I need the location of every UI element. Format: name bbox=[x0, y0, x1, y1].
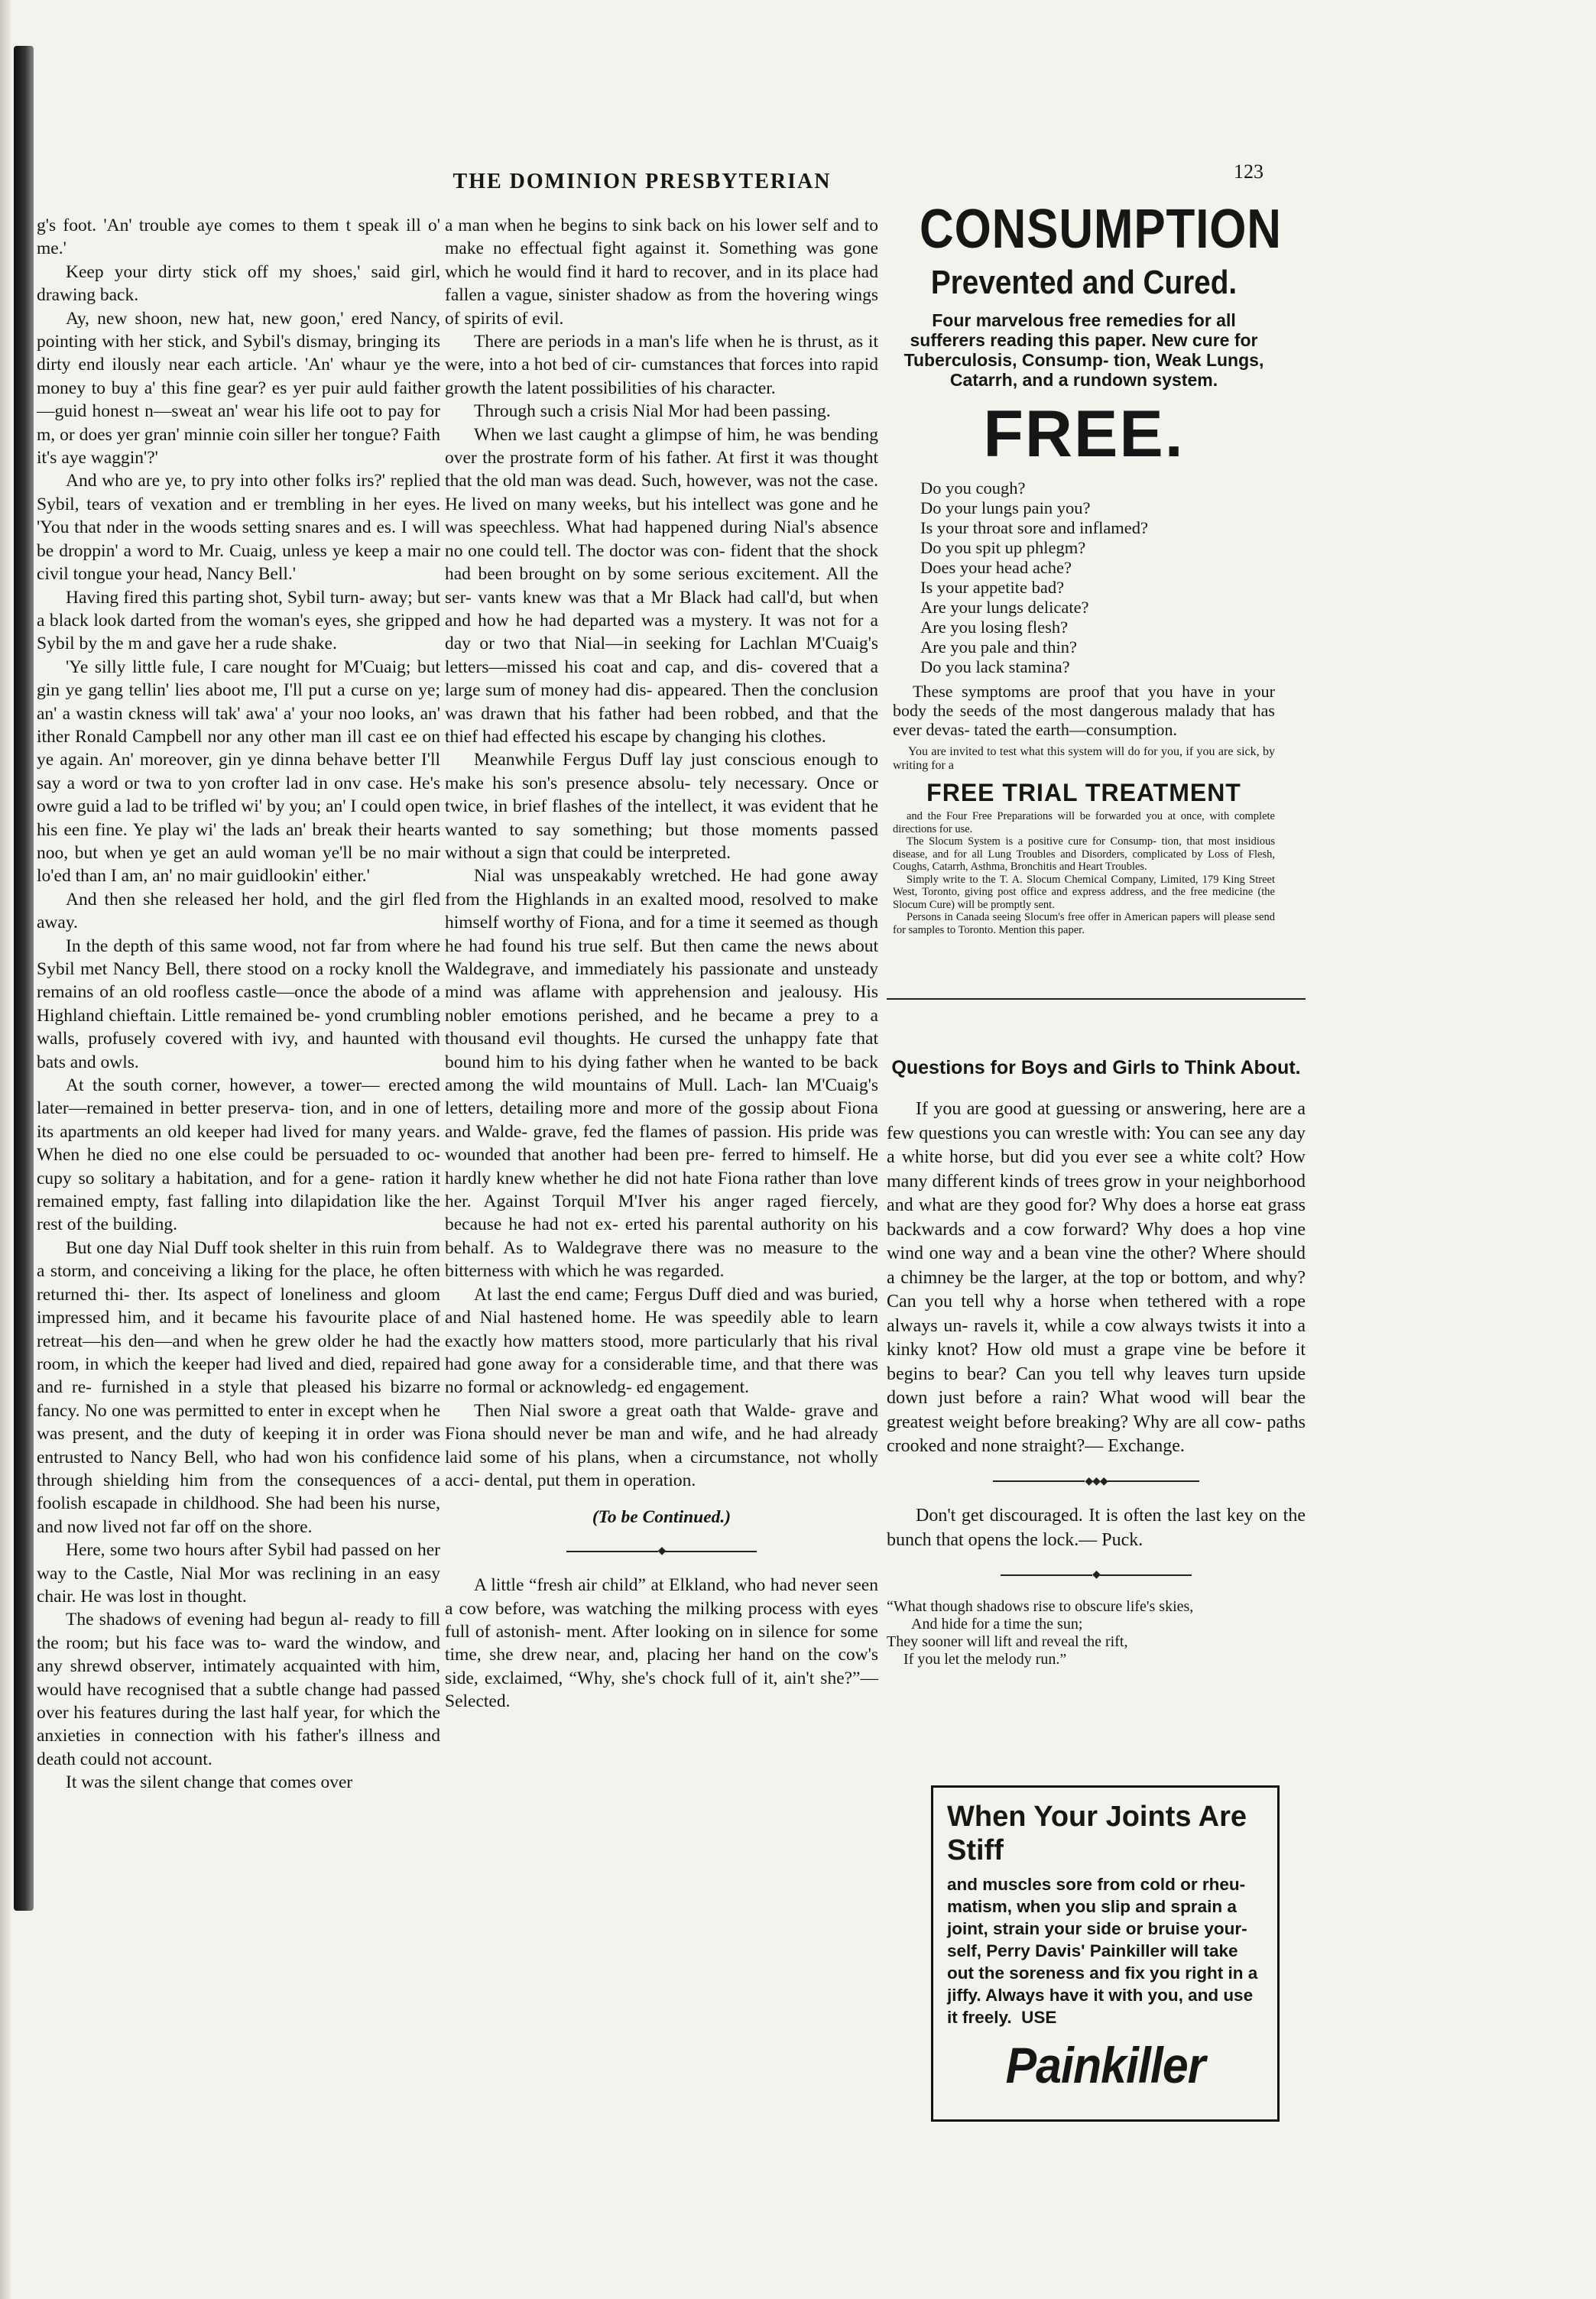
painkiller-use-label: USE bbox=[1021, 2008, 1057, 2027]
ad-question: Are you pale and thin? bbox=[920, 637, 1077, 657]
story-column-middle bbox=[445, 214, 878, 1714]
article-body: If you are good at guessing or answering, here are a few questions you can wrestle with: You can see any day a white horse, but did you ever see a white colt? How many different kinds of trees grow in your neighborhood and what are they good for? Why does a horse eat grass backwards and a cow forward? Why does a hop vine wind one way and a bean vine the other? Where should a chimney be the larger, at the top or bottom, and why? Can you tell why a horse when tethered with a rope always un- ravels it, while a cow always twists it into a kinky knot? How old must a grape vine be before it begins to bear? Can you tell why leaves turn upside down just before a rain? What wood will bear the greatest weight before breaking? Why are all cow- paths crooked and none straight?— Exchange. bbox=[887, 1099, 1306, 1456]
painkiller-body bbox=[947, 1873, 1264, 2028]
story-paragraph: At the south corner, however, a tower— erected later—remained in better preserva- tion, and in one of its apartments an old keeper had lived for many years. When he died no one else could be persuaded to oc- cupy so solitary a habitation, and for a gene- ration it remained empty, fast falling into dilapidation like the rest of the building. bbox=[37, 1075, 440, 1235]
ad-question: Do you cough? bbox=[920, 478, 1026, 498]
poem-line: If you let the melody run.” bbox=[903, 1650, 1067, 1668]
story-paragraph: There are periods in a man's life when he is thrust, as it were, into a hot bed of cir- cumstances that forces into rapid growth the latent possibilities of his character. bbox=[445, 332, 878, 398]
ornament-divider: ◆◆◆ bbox=[887, 1470, 1306, 1494]
painkiller-brand-logo: Painkiller bbox=[1005, 2037, 1205, 2093]
story-paragraph: But one day Nial Duff took shelter in this ruin from a storm, and conceiving a liking for the place, he often returned thi- ther. Its aspect of loneliness and gloom impressed him, and it became his favourite place of retreat—his den—and when he grew older he had the room, in which the keeper had lived and died, repaired and re- furnished in a style that pleased his bizarre fancy. No one was permitted to enter in except when he was present, and the duty of keeping it in order was entrusted to Nancy Bell, who had won his confidence through shielding him from the consequences of a foolish escapade in childhood. She had been his nurse, and now lived not far off on the shore. bbox=[37, 1237, 440, 1537]
poem-line: They sooner will lift and reveal the rift, bbox=[887, 1633, 1128, 1650]
story-paragraph: Here, some two hours after Sybil had passed on her way to the Castle, Nial Mor was reclining in an easy chair. He was lost in thought. bbox=[37, 1540, 440, 1607]
ad-trial-heading: FREE TRIAL TREATMENT bbox=[926, 779, 1241, 806]
poem-line: And hide for a time the sun; bbox=[911, 1615, 1083, 1633]
story-paragraph: In the depth of this same wood, not far from where Sybil met Nancy Bell, there stood on a rocky knoll the remains of an old roofless castle—once the abode of a Highland chieftain. Little remained be- yond crumbling walls, profusely covered with ivy, and haunted with bats and owls. bbox=[37, 935, 440, 1072]
poem-line: “What though shadows rise to obscure life's skies, bbox=[887, 1597, 1194, 1615]
ad-question: Are your lungs delicate? bbox=[920, 598, 1089, 617]
story-paragraph: Then Nial swore a great oath that Walde- grave and Fiona should never be man and wife, and he had already laid some of his plans, when a circumstance, not wholly acci- dental, put them in operation. bbox=[445, 1400, 878, 1490]
to-be-continued: (To be Continued.) bbox=[592, 1507, 732, 1528]
story-paragraph: a man when he begins to sink back on his lower self and to make no effectual fight against it. Something was gone which he would find it hard to recover, and in its place had fallen a vague, sinister shadow as from the hovering wings of spirits of evil. bbox=[445, 216, 878, 329]
ad-question: Do you spit up phlegm? bbox=[920, 538, 1086, 557]
ornament-divider: ◆ bbox=[445, 1540, 878, 1563]
ad-offer: Four marvelous free remedies for all sufferers reading this paper. New cure for Tuberculosis, Consump- tion, Weak Lungs, Catarrh, and a rundown system. bbox=[903, 310, 1264, 390]
story-paragraph: Meanwhile Fergus Duff lay just conscious enough to make his son's presence absolu- tely necessary. Once or twice, in brief flashes of the intellect, it was evident that he wanted to say something; but those moments passed without a sign that could be interpreted. bbox=[445, 750, 878, 863]
right-column-articles bbox=[887, 1055, 1306, 1668]
page-edge-shadow bbox=[0, 0, 11, 2299]
consumption-advertisement bbox=[893, 197, 1282, 936]
story-paragraph: The shadows of evening had begun al- ready to fill the room; but his face was to- ward the window, and any shrewd observer, intimately acquainted with him, would have recognised that a subtle change had passed over his features during the last half year, for which the anxieties in connection with his father's illness and death could not account. bbox=[37, 1610, 440, 1769]
story-paragraph: 'Ye silly little fule, I care nought for M'Cuaig; but gin ye gang tellin' lies aboot me, I'll put a curse on ye; an' a wastin ckness will tak' awa' a' your noo looks, an' ither Ronald Campbell nor any other man ill cast ee on ye again. An' moreover, gin ye dinna behave better I'll say a word or twa to yon crofter lad in onv case. He's owre guid a lad to be trifled wi' by you; an' I could open his een fine. Ye play wi' the lads an' break their hearts noo, but when ye get an auld woman ye'll be no mair lo'ed than I am, an' no mair guidlookin' either.' bbox=[37, 657, 440, 887]
story-paragraph: Having fired this parting shot, Sybil turn- away; but a black look darted from the woman's eyes, she gripped Sybil by the m and gave her a rude shake. bbox=[37, 587, 440, 654]
story-paragraph: Nial was unspeakably wretched. He had gone away from the Highlands in an exalted mood, resolved to make himself worthy of Fiona, and for a time it seemed as though he had found his true self. But then came the news about Waldegrave, and immediately his passionate and unsteady mind was aflame with apprehension and jealousy. His nobler emotions perished, and he became a prey to a thousand evil thoughts. He cursed the unhappy fate that bound him to his dying father when he wanted to be back among the wild mountains of Mull. Lach- lan M'Cuaig's letters, detailing more and more of the gossip about Fiona and Walde- grave, fed the flames of passion. His pride was wounded that another had been pre- ferred to himself. He hardly knew whether he did not hate Fiona rather than love her. Against Torquil M'Iver his anger raged fiercely, because he had not ex- erted his parental authority on his behalf. As to Waldegrave there was no measure to the bitterness with which he was regarded. bbox=[445, 866, 878, 1282]
ad-question: Do your lungs pain you? bbox=[920, 498, 1091, 517]
ad-question: Is your throat sore and inflamed? bbox=[920, 518, 1149, 537]
story-paragraph: And who are ye, to pry into other folks irs?' replied Sybil, tears of vexation and er trembling in her eyes. 'You that nder in the woods setting snares and es. I will be droppin' a word to Mr. Cuaig, unless ye keep a mair civil tongue your head, Nancy Bell.' bbox=[37, 471, 440, 585]
binding-edge bbox=[14, 46, 34, 1911]
ad-fine-print: The Slocum System is a positive cure for Consump- tion, that most insidious disease, and for all Lung Troubles and Disorders, complicated by Loss of Flesh, Coughs, Catarrh, Asthma, Bronchitis and Heart Troubles. bbox=[893, 835, 1275, 873]
ad-symptoms-text: These symptoms are proof that you have in your body the seeds of the most dangerous malady that has ever devas- tated the earth—consumption. bbox=[893, 682, 1275, 739]
ad-question: Does your head ache? bbox=[920, 558, 1072, 577]
story-paragraph: And then she released her hold, and the girl fled away. bbox=[37, 889, 440, 933]
story-paragraph: Through such a crisis Nial Mor had been passing. bbox=[474, 401, 831, 422]
painkiller-headline: When Your Joints Are Stiff bbox=[947, 1801, 1247, 1866]
page-header-title: THE DOMINION PRESBYTERIAN bbox=[453, 170, 832, 193]
puck-quote: Don't get discouraged. It is often the last key on the bunch that opens the lock.— Puck. bbox=[887, 1506, 1306, 1550]
page-number: 123 bbox=[1234, 161, 1264, 183]
story-column-left bbox=[37, 214, 440, 1795]
ad-free-heading: FREE. bbox=[983, 397, 1185, 471]
ad-question: Do you lack stamina? bbox=[920, 657, 1070, 676]
ad-headline: CONSUMPTION bbox=[920, 199, 1282, 260]
ornament-divider: ◆ bbox=[887, 1563, 1306, 1587]
article-title: Questions for Boys and Girls to Think About. bbox=[891, 1057, 1301, 1078]
painkiller-advertisement bbox=[931, 1785, 1280, 2122]
ad-fine-print: Persons in Canada seeing Slocum's free offer in American papers will please send for samples to Toronto. Mention this paper. bbox=[893, 911, 1275, 936]
story-paragraph: When we last caught a glimpse of him, he was bending over the prostrate form of his father. At first it was thought that the old man was dead. Such, however, was not the case. He lived on many weeks, but his intellect was gone and he was speechless. What had happened during Nial's absence no one could tell. The doctor was con- fident that the shock had been brought on by some serious excitement. All the ser- vants knew was that a Mr Black had call'd, but when and how he had departed was a mystery. It was not for a day or two that Nial—in seeking for Lachlan M'Cuaig's letters—missed his coat and cap, and dis- covered that a large sum of money had dis- appeared. Then the conclusion was drawn that his father had been robbed, and that the thief had effected his escape by changing his clothes. bbox=[445, 424, 878, 747]
story-paragraph: Keep your dirty stick off my shoes,' said girl, drawing back. bbox=[37, 261, 440, 306]
story-paragraph: At last the end came; Fergus Duff died and was buried, and Nial hastened home. He was speedily able to learn exactly how matters stood, more particularly that his rival had gone away for a considerable time, and that there was no formal or acknowledg- ed engagement. bbox=[445, 1284, 878, 1398]
ad-subhead: Prevented and Cured. bbox=[930, 264, 1238, 301]
section-divider bbox=[887, 998, 1306, 1000]
story-paragraph: It was the silent change that comes over bbox=[66, 1772, 353, 1793]
painkiller-body-text: and muscles sore from cold or rheu- matism, when you slip and sprain a joint, strain your side or bruise your- self, Perry Davis' Painkiller will take out the soreness and fix you right in a jiffy. Always have it with you, and use it freely. bbox=[947, 1875, 1258, 2027]
ad-fine-print: and the Four Free Preparations will be forwarded you at once, with complete directions for use. bbox=[893, 810, 1275, 835]
ad-fine-print: Simply write to the T. A. Slocum Chemical Company, Limited, 179 King Street West, Toronto, giving post office and express address, and the free medicine (the Slocum Cure) will be promptly sent. bbox=[893, 873, 1275, 911]
ad-question: Are you losing flesh? bbox=[920, 618, 1069, 637]
anecdote-paragraph: A little “fresh air child” at Elkland, who had never seen a cow before, was watching the milking process with eyes full of astonish- ment. After looking on in silence for some time, she drew near, and, placing her hand on the cow's side, exclaimed, “Why, she's chock full of it, ain't she?”—Selected. bbox=[445, 1575, 878, 1712]
story-paragraph: g's foot. 'An' trouble aye comes to them t speak ill o' me.' bbox=[37, 216, 440, 259]
ad-invite-text: You are invited to test what this system will do for you, if you are sick, by writing for a bbox=[893, 745, 1275, 772]
ad-question: Is your appetite bad? bbox=[920, 578, 1065, 597]
story-paragraph: Ay, new shoon, new hat, new goon,' ered Nancy, pointing with her stick, and Sybil's dismay, bringing its dirty end ilously near each article. 'An' whaur ye the money to buy a' this fine gear? es yer puir auld faither—guid honest n—sweat an' wear his life oot to pay for m, or does yer gran' minnie coin siller her tongue? Faith it's aye waggin'?' bbox=[37, 308, 440, 469]
